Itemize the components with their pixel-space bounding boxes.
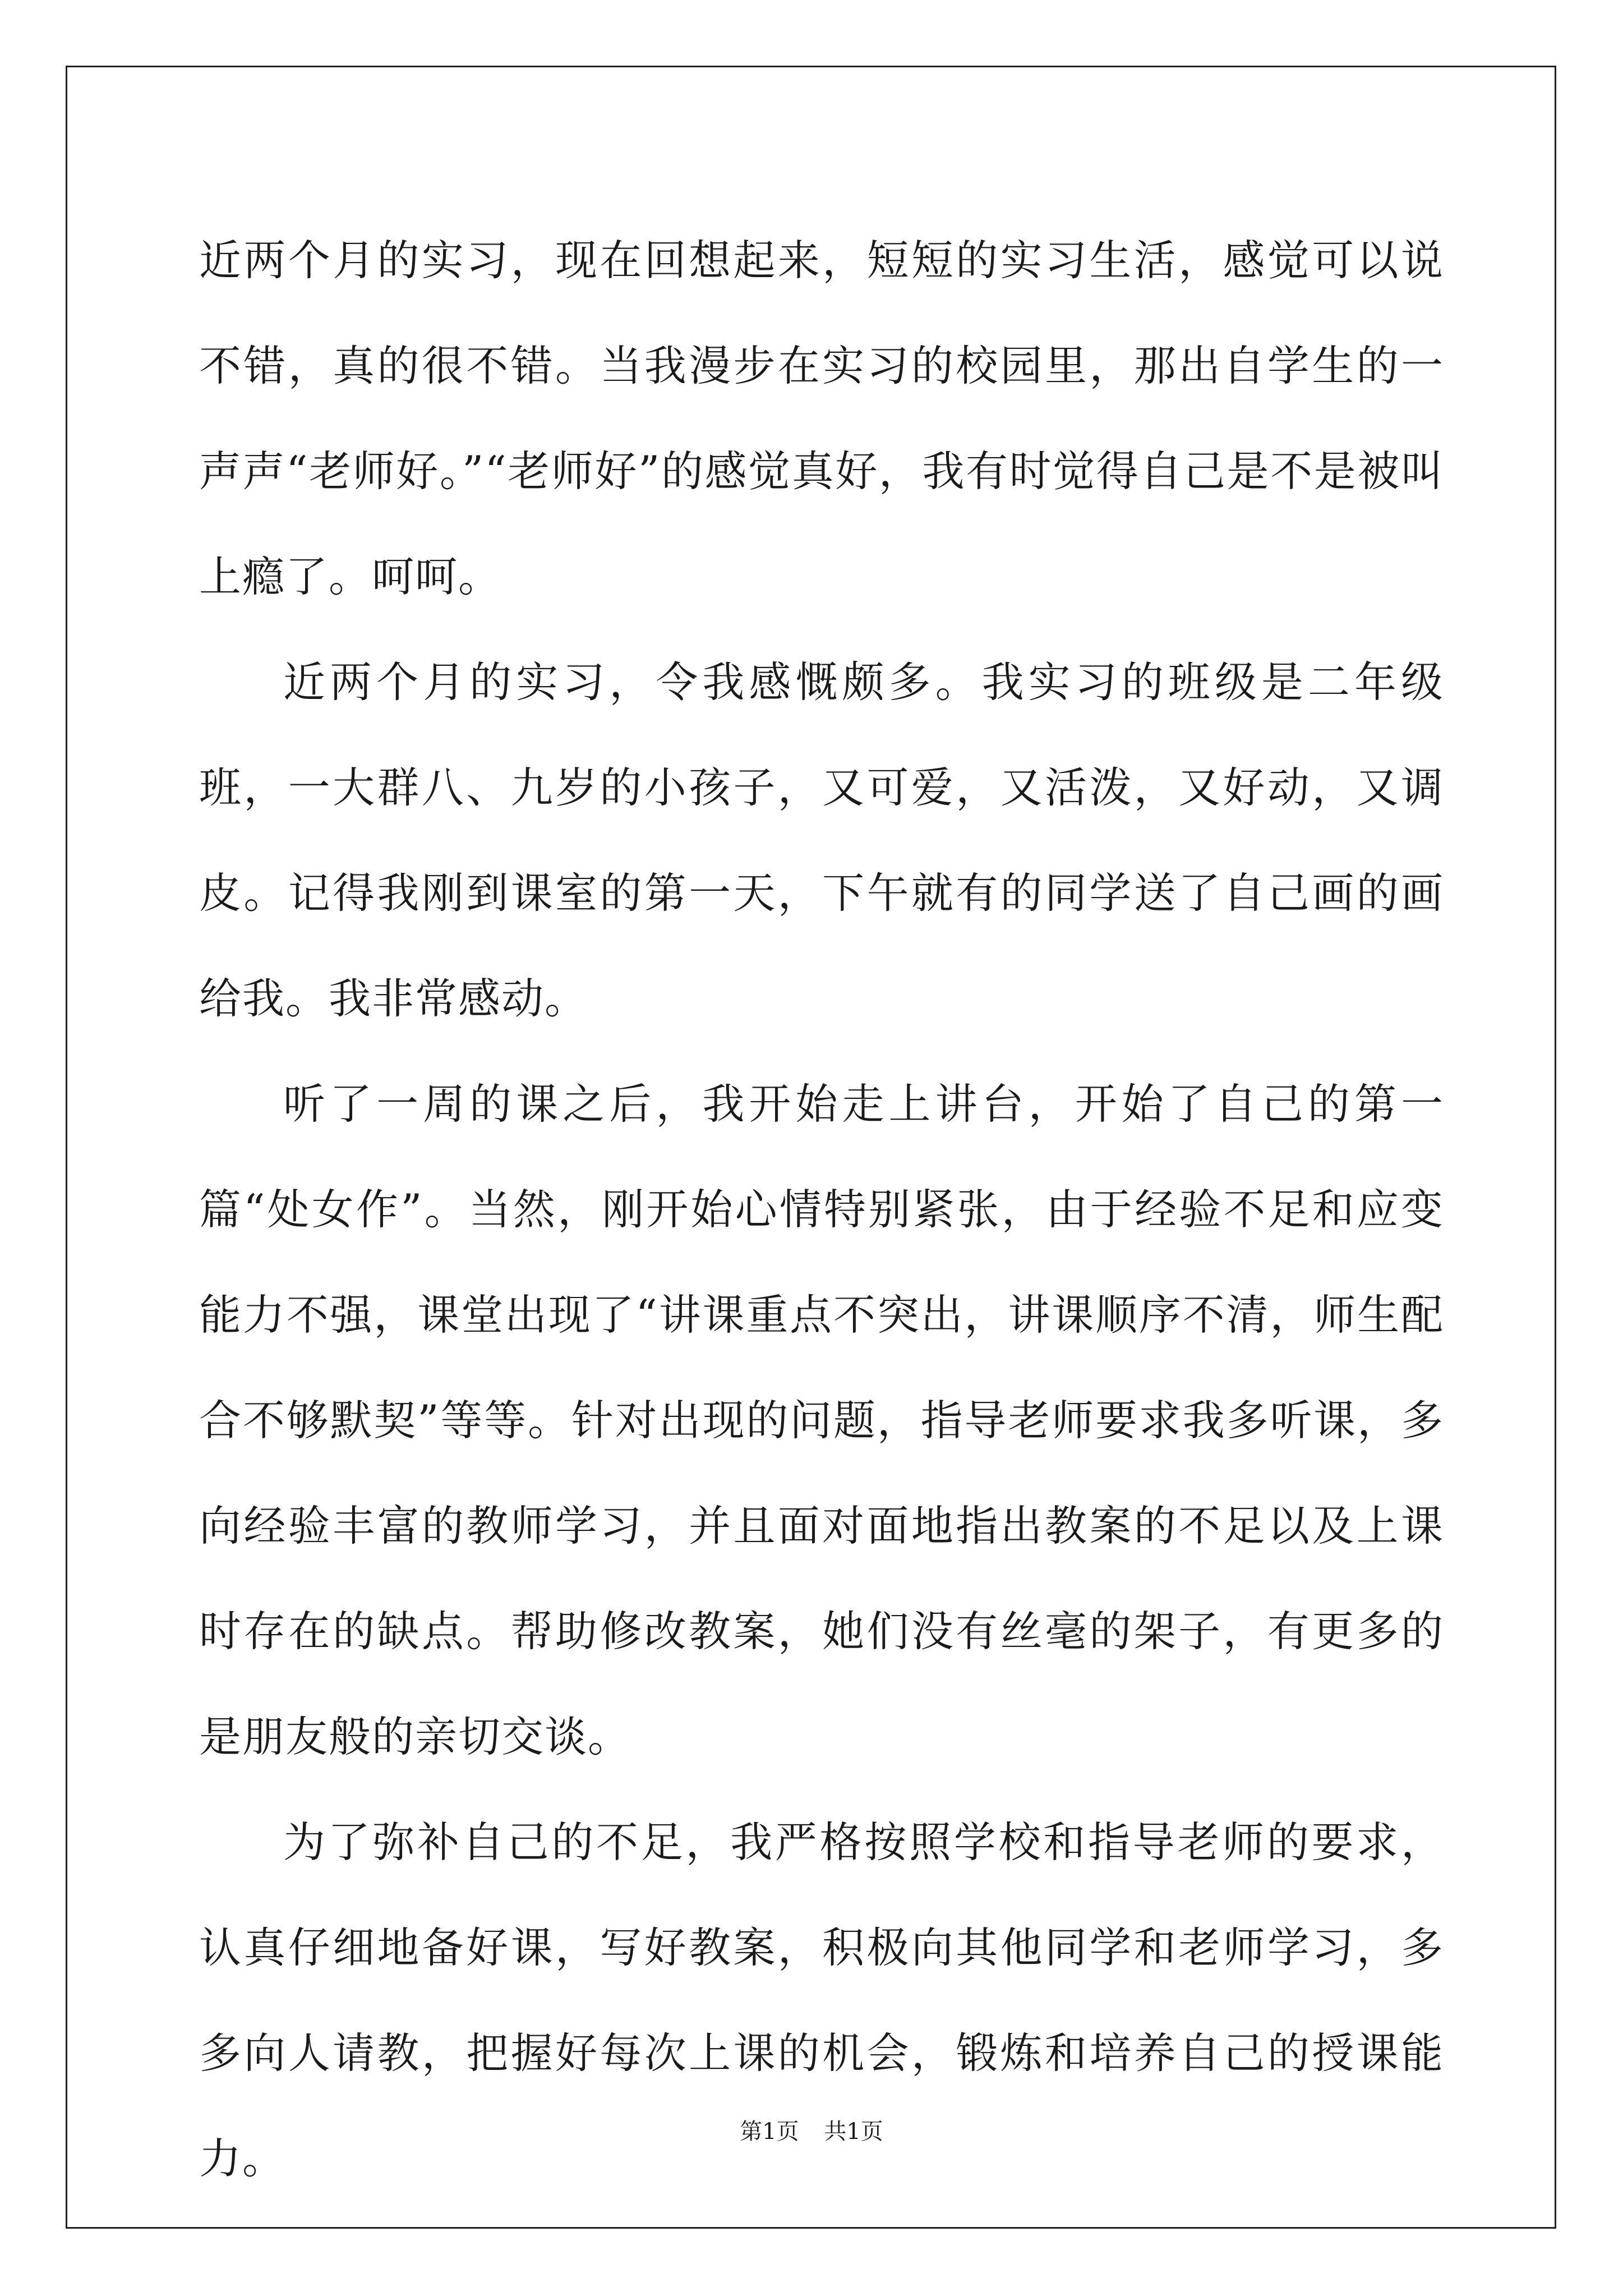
page-footer [0, 2114, 1623, 2146]
paragraph-2: 近两个月的实习，令我感慨颇多。我实习的班级是二年级班，一大群八、九岁的小孩子，又可爱，又活泼，又好动，又调皮。记得我刚到课室的第一天，下午就有的同学送了自己画的画给我。我非常感动。 [199, 657, 1444, 1023]
page-number: 第1页 [740, 2119, 799, 2145]
paragraph-3: 听了一周的课之后，我开始走上讲台，开始了自己的第一篇“处女作”。当然，刚开始心情特别紧张，由于经验不足和应变能力不强，课堂出现了“讲课重点不突出，讲课顺序不清，师生配合不够默契”等等。针对出现的问题，指导老师要求我多听课，多向经验丰富的教师学习，并且面对面地指出教案的不足以及上课时存在的缺点。帮助修改教案，她们没有丝毫的架子，有更多的是朋友般的亲切交谈。 [199, 1079, 1444, 1761]
page-total: 共1页 [824, 2119, 883, 2145]
paragraph-4: 为了弥补自己的不足，我严格按照学校和指导老师的要求，认真仔细地备好课，写好教案，积极向其他同学和老师学习，多多向人请教，把握好每次上课的机会，锻炼和培养自己的授课能力。 [199, 1818, 1444, 2183]
paragraph-1: 近两个月的实习，现在回想起来，短短的实习生活，感觉可以说不错，真的很不错。当我漫步在实习的校园里，那出自学生的一声声“老师好。”“老师好”的感觉真好，我有时觉得自己是不是被叫上瘾了。呵呵。 [199, 236, 1444, 601]
document-body [199, 208, 1444, 2211]
